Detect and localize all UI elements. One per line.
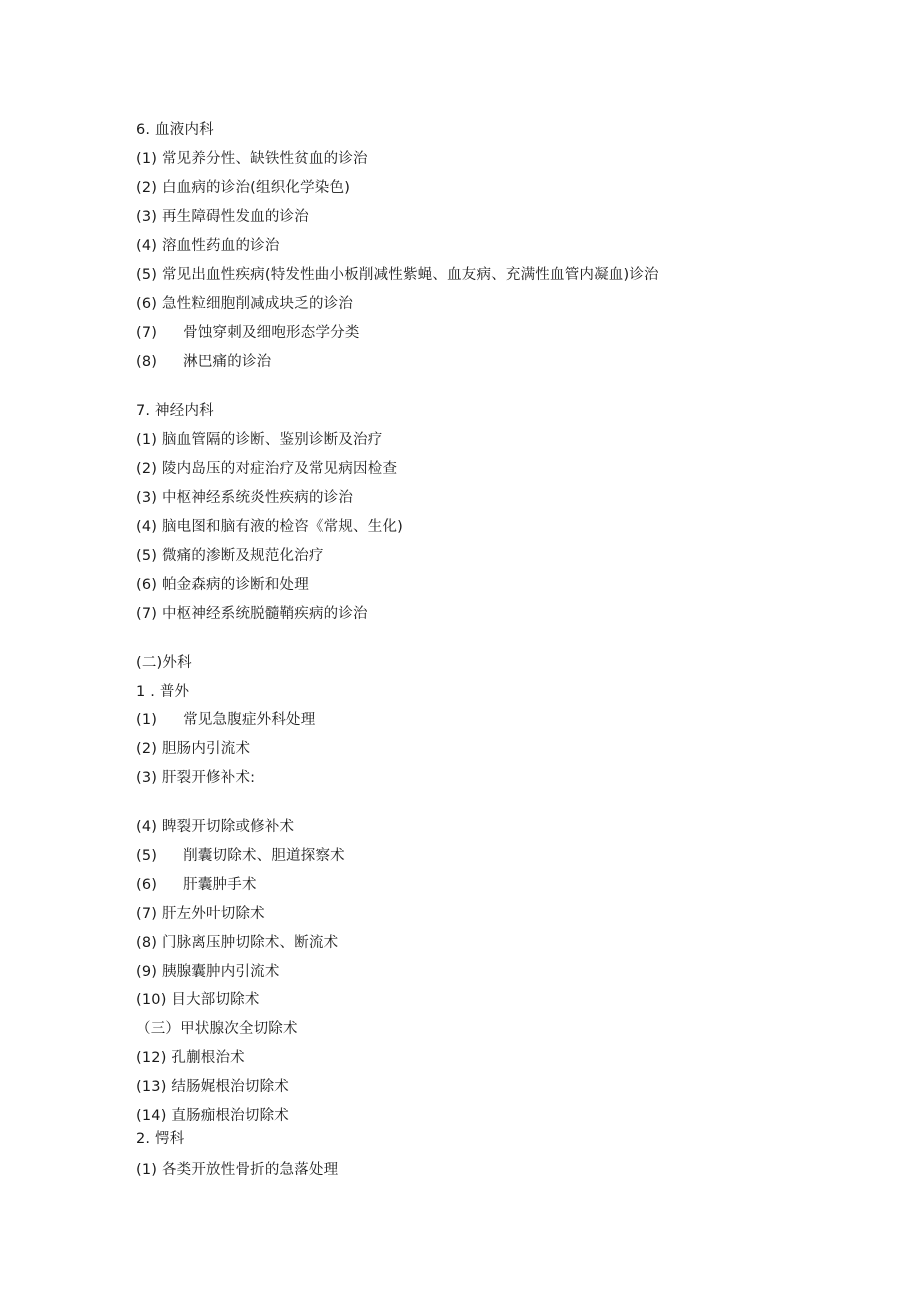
list-item-number: (7) xyxy=(136,325,158,341)
list-item: (6) 帕金森病的诊断和处理 xyxy=(136,577,309,593)
list-item: (7) 肝左外叶切除术 xyxy=(136,906,265,922)
list-item-number: (8) xyxy=(136,354,158,370)
list-item xyxy=(136,710,315,730)
list-item: (9) 胰腺囊肿内引流术 xyxy=(136,964,280,980)
list-item: (4) 溶血性药血的诊治 xyxy=(136,238,280,254)
list-item-number: (1) xyxy=(136,712,158,728)
list-item: (7) 中枢神经系统脱髓鞘疾病的诊治 xyxy=(136,606,368,622)
section-heading-surgery: (二)外科 xyxy=(136,655,192,671)
list-item: (14) 直肠痂根治切除术 xyxy=(136,1108,289,1124)
list-item: (8) 门脉离压肿切除术、断流术 xyxy=(136,935,339,951)
list-item: (2) 胆肠内引流术 xyxy=(136,741,251,757)
list-item: (3) 肝裂开修补术: xyxy=(136,770,256,786)
list-item-number: (5) xyxy=(136,848,158,864)
list-item: (3) 再生障碍性发血的诊治 xyxy=(136,209,309,225)
subsection-heading-orthopedics: 2. 愕科 xyxy=(136,1131,185,1147)
list-item: (13) 结肠娓根治切除术 xyxy=(136,1079,289,1095)
list-item-number: (6) xyxy=(136,877,158,893)
list-item: （三）甲状腺次全切除术 xyxy=(136,1021,298,1037)
list-item-text: 常见急腹症外科处理 xyxy=(183,712,316,728)
list-item: (1) 各类开放性骨折的急落处理 xyxy=(136,1162,339,1178)
section-heading-hematology: 6. 血液内科 xyxy=(136,122,214,138)
list-item: (12) 孔蒯根治术 xyxy=(136,1050,245,1066)
list-item xyxy=(136,352,271,372)
list-item xyxy=(136,323,360,343)
list-item: (10) 目大部切除术 xyxy=(136,992,260,1008)
list-item-text: 削囊切除术、胆道探察术 xyxy=(183,848,345,864)
list-item-text: 骨蚀穿刺及细咆形态学分类 xyxy=(183,325,360,341)
list-item: (4) 睥裂开切除或修补术 xyxy=(136,819,295,835)
list-item xyxy=(136,875,257,895)
list-item: (5) 常见出血性疾病(特发性曲小板削减性紫蝇、血友病、充满性血管内凝血)诊治 xyxy=(136,267,659,283)
list-item xyxy=(136,846,345,866)
list-item: (2) 陵内岛压的对症治疗及常见病因检查 xyxy=(136,461,398,477)
list-item-text: 肝囊肿手术 xyxy=(183,877,257,893)
list-item-text: 淋巴痛的诊治 xyxy=(183,354,272,370)
list-item: (6) 急性粒细胞削减成块乏的诊治 xyxy=(136,296,354,312)
list-item: (4) 脑电图和脑有液的检咨《常规、生化) xyxy=(136,519,404,535)
list-item: (2) 白血病的诊治(组织化学染色) xyxy=(136,180,351,196)
list-item: (5) 微痛的渗断及规范化治疗 xyxy=(136,548,324,564)
section-heading-neurology: 7. 神经内科 xyxy=(136,403,214,419)
list-item: (1) 脑血管隔的诊断、鉴别诊断及治疗 xyxy=(136,432,383,448)
list-item: (1) 常见养分性、缺铁性贫血的诊治 xyxy=(136,151,368,167)
list-item: (3) 中枢神经系统炎性疾病的诊治 xyxy=(136,490,354,506)
subsection-heading-general-surgery: 1 . 普外 xyxy=(136,684,190,700)
